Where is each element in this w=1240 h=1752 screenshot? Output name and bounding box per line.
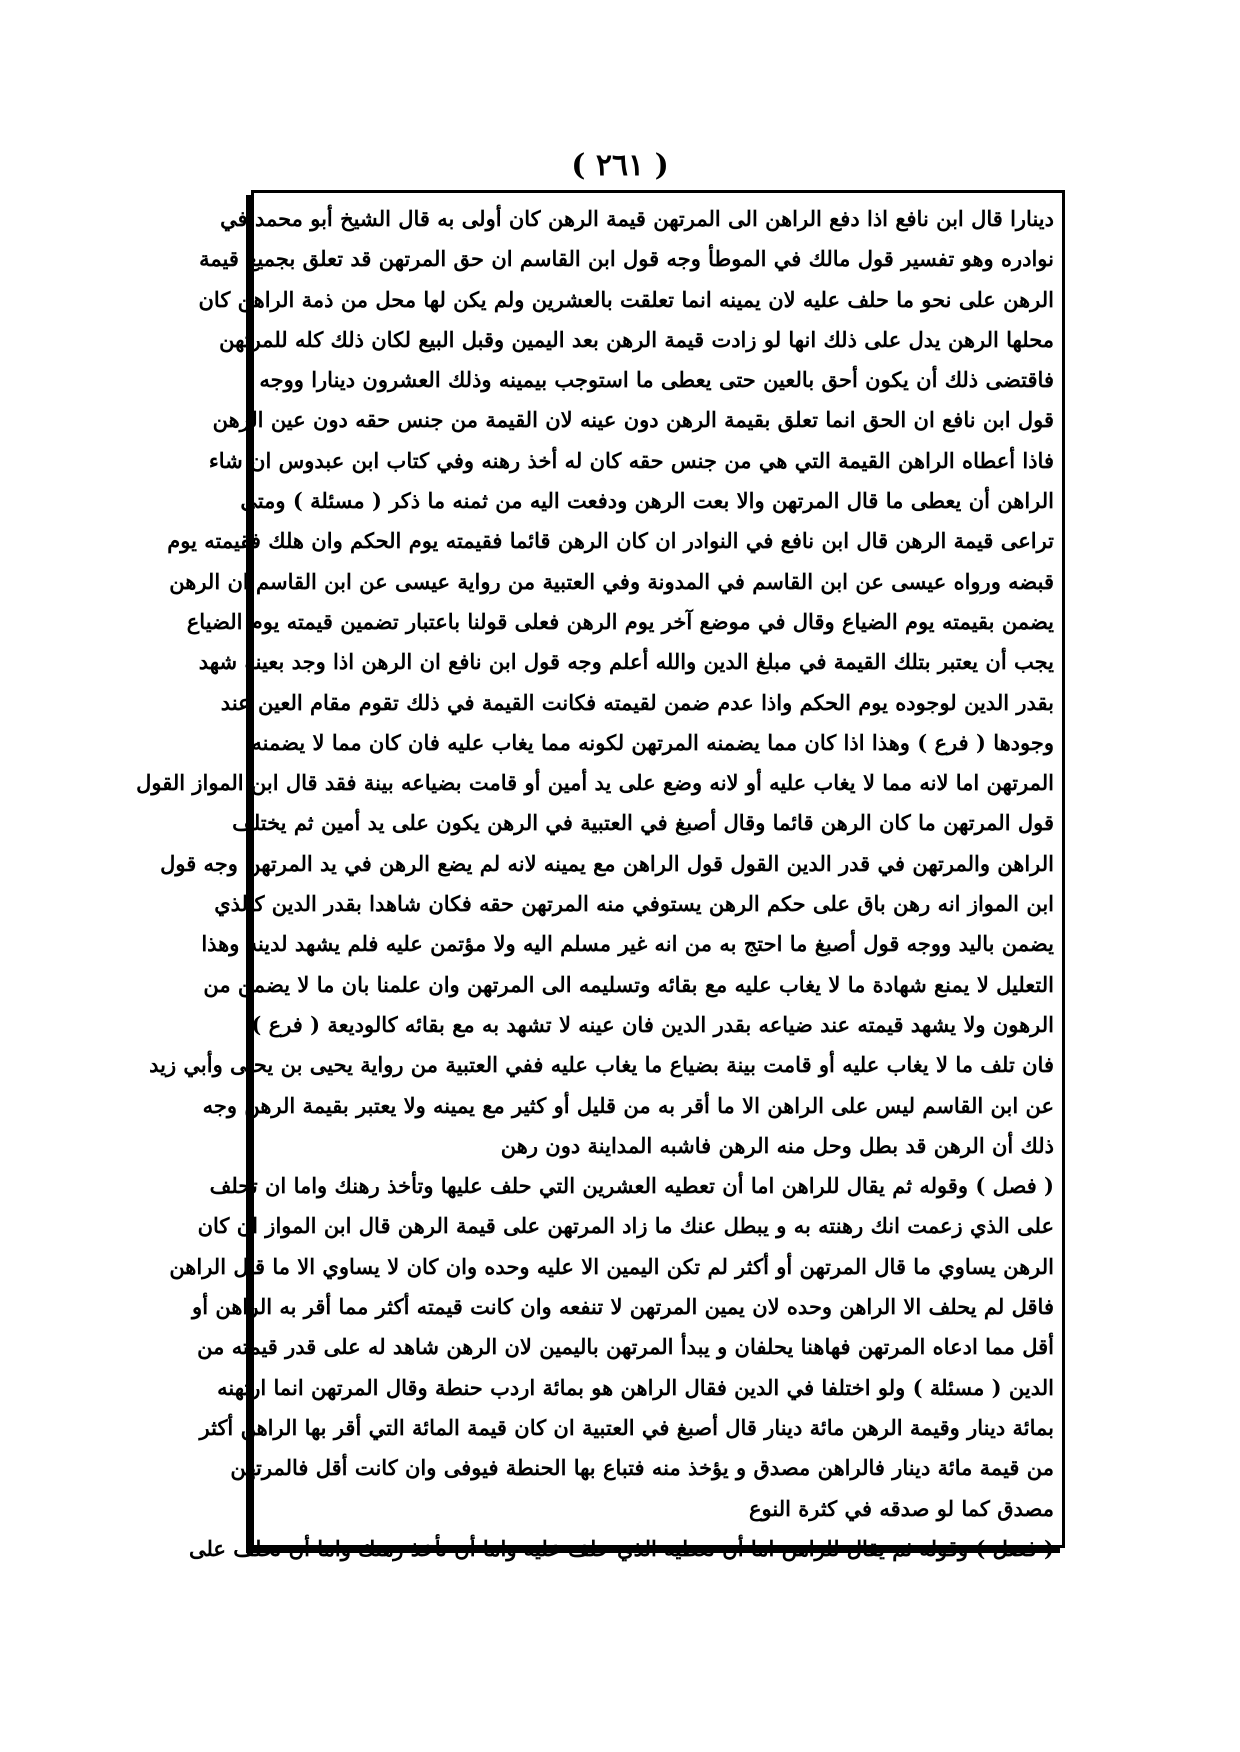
text-line: مصدق كما لو صدقه في كثرة النوع bbox=[749, 1495, 1054, 1521]
text-line: ذلك أن الرهن قد بطل وحل منه الرهن فاشبه المداينة دون رهن bbox=[500, 1132, 1054, 1158]
text-line: ( فصل ) وقوله ثم يقال للراهن اما أن تعطيه العشرين التي حلف عليها وتأخذ رهنك واما ان تحلف bbox=[209, 1173, 1054, 1199]
text-frame bbox=[136, 190, 1065, 1561]
text-line: الراهن أن يعطى ما قال المرتهن والا بعت الرهن ودفعت اليه من ثمنه ما ذكر ( مسئلة ) ومتى bbox=[240, 488, 1054, 514]
text-line: نوادره وهو تفسير قول مالك في الموطأ وجه قول ابن القاسم ان حق المرتهن قد تعلق بجميع قيمة bbox=[199, 246, 1054, 272]
page-number: ( ٢٦١ ) bbox=[571, 148, 669, 183]
text-line: الدين ( مسئلة ) ولو اختلفا في الدين فقال الراهن هو بمائة اردب حنطة وقال المرتهن انما ارتهنه bbox=[217, 1374, 1054, 1400]
text-line: قول المرتهن ما كان الرهن قائما وقال أصبغ في العتبية في الرهن يكون على يد أمين ثم يختلف bbox=[232, 810, 1054, 836]
text-line: دينارا قال ابن نافع اذا دفع الراهن الى المرتهن قيمة الرهن كان أولى به قال الشيخ أبو محمد في bbox=[220, 206, 1054, 231]
text-line: قول ابن نافع ان الحق انما تعلق بقيمة الرهن دون عينه لان القيمة من جنس حقه دون عين الرهن bbox=[212, 407, 1054, 433]
text-line: يضمن باليد ووجه قول أصبغ ما احتج به من انه غير مسلم اليه ولا مؤتمن عليه فلم يشهد لدينه وهذا bbox=[201, 931, 1054, 957]
text-line: ابن المواز انه رهن باق على حكم الرهن يستوفي منه المرتهن حقه فكان شاهدا بقدر الدين كالذي bbox=[214, 891, 1054, 917]
text-line: تراعى قيمة الرهن قال ابن نافع في النوادر ان كان الرهن قائما فقيمته يوم الحكم وان هلك فقيمته يوم bbox=[167, 528, 1054, 554]
text-line: على الذي زعمت انك رهنته به و يبطل عنك ما زاد المرتهن على قيمة الرهن قال ابن المواز ان كان bbox=[197, 1213, 1054, 1239]
text-line: الرهن على نحو ما حلف عليه لان يمينه انما تعلقت بالعشرين ولم يكن لها محل من ذمة الراهن كان bbox=[198, 286, 1054, 312]
text-line: التعليل لا يمنع شهادة ما لا يغاب عليه مع بقائه وتسليمه الى المرتهن وان علمنا بان ما لا يضمن من bbox=[203, 971, 1054, 997]
text-line: الراهن والمرتهن في قدر الدين القول قول الراهن مع يمينه لانه لم يضع الرهن في يد المرتهن وجه قول bbox=[160, 850, 1054, 876]
text-line: فاقتضى ذلك أن يكون أحق بالعين حتى يعطى ما استوجب بيمينه وذلك العشرون دينارا ووجه bbox=[259, 367, 1054, 393]
text-line: أقل مما ادعاه المرتهن فهاهنا يحلفان و يبدأ المرتهن باليمين لان الرهن شاهد له على قدر قيمته من bbox=[197, 1334, 1054, 1360]
text-line: بمائة دينار وقيمة الرهن مائة دينار قال أصبغ في العتبية ان كان قيمة المائة التي أقر بها الراهن أكثر bbox=[199, 1414, 1054, 1440]
text-line: بقدر الدين لوجوده يوم الحكم واذا عدم ضمن لقيمته فكانت القيمة في ذلك تقوم مقام العين عند bbox=[220, 689, 1054, 715]
text-line: ( فصل ) وقوله ثم يقال للراهن اما أن تعطيه الذي حلف عليه واما أن تأخذ رهنك واما أن تحلف على bbox=[188, 1535, 1054, 1561]
text-line: المرتهن اما لانه مما لا يغاب عليه أو لانه وضع على يد أمين أو قامت بضياعه بينة فقد قال ابن المواز القول bbox=[136, 770, 1054, 796]
text-line: الرهن يساوي ما قال المرتهن أو أكثر لم تكن اليمين الا عليه وحده وان كان لا يساوي الا ما قال الراهن bbox=[169, 1253, 1054, 1279]
text-line: من قيمة مائة دينار فالراهن مصدق و يؤخذ منه فتباع بها الحنطة فيوفى وان كانت أقل فالمرتهن bbox=[230, 1455, 1054, 1481]
text-line: عن ابن القاسم ليس على الراهن الا ما أقر به من قليل أو كثير مع يمينه ولا يعتبر بقيمة الرهن وجه bbox=[202, 1092, 1054, 1118]
text-line: محلها الرهن يدل على ذلك انها لو زادت قيمة الرهن بعد اليمين وقبل البيع لكان ذلك كله للمرتهن bbox=[219, 326, 1054, 352]
text-line: فاذا أعطاه الراهن القيمة التي هي من جنس حقه كان له أخذ رهنه وفي كتاب ابن عبدوس ان شاء bbox=[208, 447, 1054, 473]
text-line: وجودها ( فرع ) وهذا اذا كان مما يضمنه المرتهن لكونه مما يغاب عليه فان كان مما لا يضمنه bbox=[251, 729, 1054, 755]
text-line: فان تلف ما لا يغاب عليه أو قامت بينة بضياع ما يغاب عليه ففي العتبية من رواية يحيى بن يحيى وأبي زيد bbox=[149, 1052, 1054, 1078]
text-line: يضمن بقيمته يوم الضياع وقال في موضع آخر يوم الرهن فعلى قولنا باعتبار تضمين قيمته يوم الضياع bbox=[186, 608, 1054, 634]
text-line: الرهون ولا يشهد قيمته عند ضياعه بقدر الدين فان عينه لا تشهد به مع بقائه كالوديعة ( فرع ) bbox=[251, 1011, 1054, 1037]
text-line: فاقل لم يحلف الا الراهن وحده لان يمين المرتهن لا تنفعه وان كانت قيمته أكثر مما أقر به الراهن أو bbox=[192, 1294, 1054, 1320]
body-text bbox=[136, 199, 1054, 1561]
text-line: قبضه ورواه عيسى عن ابن القاسم في المدونة وفي العتبية من رواية عيسى عن ابن القاسم ان الرهن bbox=[169, 568, 1054, 594]
text-line: يجب أن يعتبر بتلك القيمة في مبلغ الدين والله أعلم وجه قول ابن نافع ان الرهن اذا وجد بعينه شهد bbox=[198, 649, 1054, 675]
